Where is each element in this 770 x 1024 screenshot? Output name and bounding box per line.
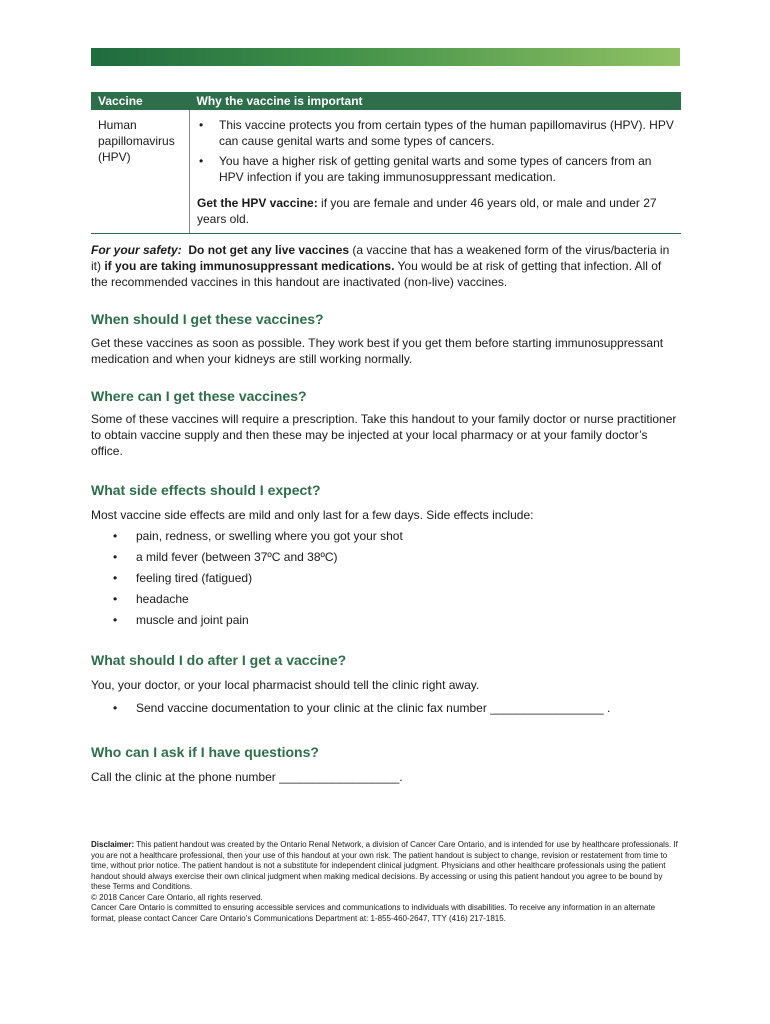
bullet-icon: • <box>199 154 204 168</box>
hpv-note-text: if you are female and under 46 years old, or male and under 27 years old. <box>197 196 657 226</box>
list-item <box>113 591 403 612</box>
vaccine-table <box>91 92 681 234</box>
section-heading-where: Where can I get these vaccines? <box>91 388 307 404</box>
list-item-text: headache <box>136 592 189 606</box>
bullet-icon: • <box>113 529 118 543</box>
list-item-text: muscle and joint pain <box>136 613 249 627</box>
table-header-vaccine: Vaccine <box>91 92 190 110</box>
bullet-icon: • <box>113 701 118 715</box>
side-effects-list <box>113 528 403 633</box>
vaccine-name-line: Human <box>98 118 137 132</box>
list-item-text: You have a higher risk of getting genital warts and some types of cancers from an HPV infection if you are taking immunosuppressant medication. <box>219 154 652 184</box>
safety-bold-2: if you are taking immunosuppressant medications. <box>104 259 395 273</box>
section-body-when: Get these vaccines as soon as possible. They work best if you get them before starting immunosuppressant medication and when your kidneys are still working normally. <box>91 336 664 366</box>
vaccine-reason-cell <box>190 110 682 234</box>
section-body-where: Some of these vaccines will require a prescription. Take this handout to your family doctor or nurse practitioner to obtain vaccine supply and then these may be injected at your local pharmacy or at your family doctor’s office. <box>91 412 677 458</box>
hpv-note-label: Get the HPV vaccine: <box>197 196 318 210</box>
header-gradient-bar <box>91 48 680 66</box>
list-item-text: This vaccine protects you from certain types of the human papillomavirus (HPV). HPV can cause genital warts and some types of cancers. <box>219 118 674 148</box>
list-item-text: feeling tired (fatigued) <box>136 571 253 585</box>
copyright-line: © 2018 Cancer Care Ontario, all rights reserved. <box>91 892 263 902</box>
reason-list <box>197 117 674 185</box>
table-header-row <box>91 92 681 110</box>
table-header-why: Why the vaccine is important <box>190 92 682 110</box>
side-effects-intro: Most vaccine side effects are mild and only last for a few days. Side effects include: <box>91 508 534 522</box>
section-heading-when: When should I get these vaccines? <box>91 311 324 327</box>
section-body-after: You, your doctor, or your local pharmacist should tell the clinic right away. <box>91 678 480 692</box>
safety-bold-1: Do not get any live vaccines <box>188 243 350 257</box>
section-body-questions: Call the clinic at the phone number __________________. <box>91 770 403 784</box>
bullet-icon: • <box>113 571 118 585</box>
safety-label: For your safety: <box>91 243 182 257</box>
list-item-text: pain, redness, or swelling where you got your shot <box>136 529 403 543</box>
bullet-icon: • <box>113 592 118 606</box>
disclaimer-label: Disclaimer: <box>91 840 135 849</box>
list-item-text: Send vaccine documentation to your clinic at the clinic fax number _________________ . <box>136 701 611 715</box>
table-row <box>91 110 681 234</box>
disclaimer-paragraph <box>91 840 681 893</box>
after-vaccine-list <box>113 700 610 721</box>
safety-text-2: You would be at risk of getting that infection. All of the recommended vaccines in this handout are inactivated (non-live) vaccines. <box>91 259 662 289</box>
hpv-eligibility-note <box>197 195 674 227</box>
list-item <box>113 549 403 570</box>
safety-warning <box>91 242 681 290</box>
bullet-icon: • <box>113 613 118 627</box>
disclaimer-text: This patient handout was created by the Ontario Renal Network, a division of Cancer Care Ontario, and is intended for use by healthcare professionals. If you are not a healthcare professional, then your use of this handout at your own risk. The patient handout is subject to change, revision or restatement from time to time, without prior notice. The patient handout is not a substitute for independent clinical judgment. Physicians and other healthcare professionals using the patient handout should always exercise their own clinical judgment when making medical decisions. By accessing or using this patient handout you agree to be bound by these Terms and Conditions. <box>91 840 678 891</box>
bullet-icon: • <box>113 550 118 564</box>
list-item <box>113 612 403 633</box>
section-heading-questions: Who can I ask if I have questions? <box>91 744 319 760</box>
accessibility-statement: Cancer Care Ontario is committed to ensuring accessible services and communications to individuals with disabilities. To receive any information in an alternate format, please contact Cancer Care Ontario’s Communications Department at: 1-855-460-2647, TTY (416) 217-1815. <box>91 903 656 923</box>
vaccine-name-line: (HPV) <box>98 150 131 164</box>
bullet-icon: • <box>199 118 204 132</box>
section-heading-after: What should I do after I get a vaccine? <box>91 652 347 668</box>
list-item <box>113 528 403 549</box>
list-item <box>113 700 610 721</box>
list-item <box>197 153 674 185</box>
list-item <box>113 570 403 591</box>
vaccine-name-cell <box>91 110 190 234</box>
disclaimer <box>91 840 681 924</box>
vaccine-name-line: papillomavirus <box>98 134 175 148</box>
list-item <box>197 117 674 149</box>
safety-text-1: (a vaccine that has a weakened form of the virus/bacteria in it) <box>91 243 670 273</box>
section-heading-side-effects: What side effects should I expect? <box>91 482 321 498</box>
list-item-text: a mild fever (between 37ºC and 38ºC) <box>136 550 338 564</box>
